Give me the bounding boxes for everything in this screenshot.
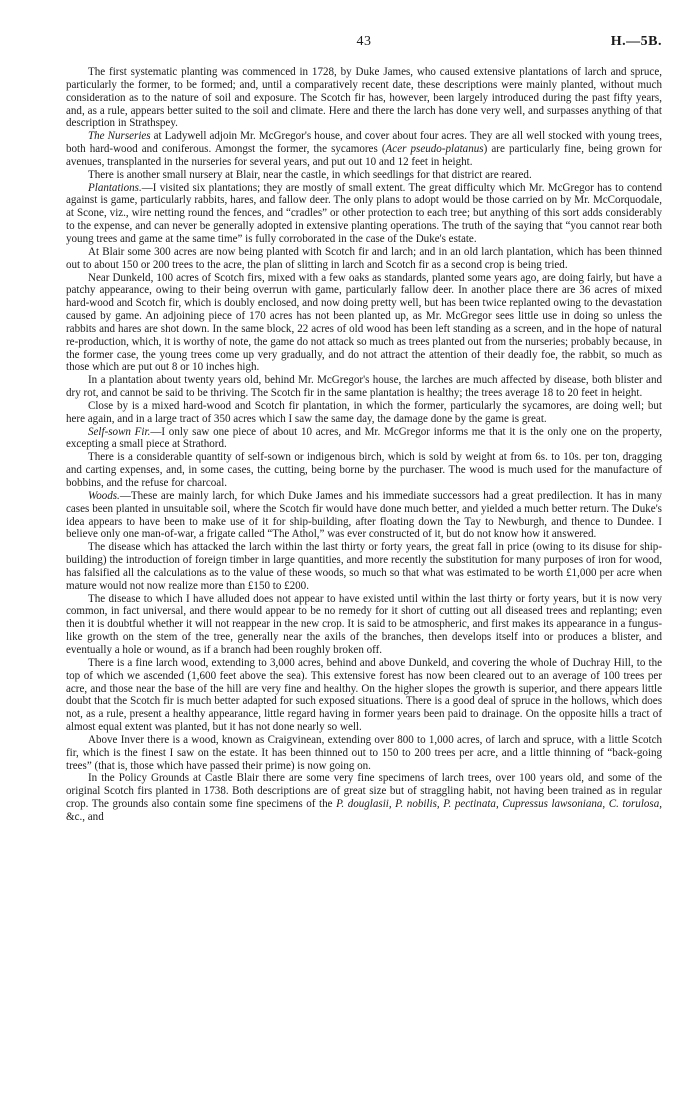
paragraph bbox=[66, 490, 662, 541]
paragraph bbox=[66, 593, 662, 657]
text-segment: —These are mainly larch, for which Duke James and his immediate successors had a great predilection. It has in many cases been planted in unsuitable soil, where the Scotch fir would have done much better, and yielded a much better return. The Duke's idea appears to have been to make use of it for ship-building, after floating down the Tay to Newburgh, and thence to Dundee. I believe only one man-of-war, a frigate called “The Athol,” was ever constructed of it, but do not know how it answered. bbox=[66, 489, 662, 541]
text-segment: At Blair some 300 acres are now being planted with Scotch fir and larch; and in an old larch plantation, which has been thinned out to about 150 or 200 trees to the acre, the plan of slitting in larch and Scotch fir as a second crop is being tried. bbox=[66, 245, 662, 271]
text-segment: Close by is a mixed hard-wood and Scotch fir plantation, in which the former, particularly the sycamores, are doing well; but here again, and in a large tract of 350 acres which I saw the same day, the damage done by the game is great. bbox=[66, 399, 662, 425]
paragraph bbox=[66, 734, 662, 773]
text-segment: &c., and bbox=[66, 810, 104, 823]
italic-text: The Nurseries bbox=[88, 130, 151, 143]
italic-text: P. douglasii, P. nobilis, P. pectinata, Cupressus lawsoniana, C. torulosa, bbox=[336, 798, 662, 811]
paragraph bbox=[66, 169, 662, 182]
text-segment: The first systematic planting was commenced in 1728, by Duke James, who caused extensive plantations of larch and spruce, particularly the former, to be formed; and, until a comparatively recent date, these descriptions were mainly planted, without much consideration as to the nature of soil and exposure. The Scotch fir has, however, been largely introduced during the past fifty years, and, as a rule, appears better suited to the soil and climate. Here and there the larch has done very well, and surpasses anything of that description in Strathspey. bbox=[66, 66, 662, 130]
paragraph bbox=[66, 182, 662, 246]
document-reference: H.—5B. bbox=[610, 34, 662, 49]
text-segment: —I visited six plantations; they are mostly of small extent. The great difficulty which Mr. McGregor has to contend against is game, particularly rabbits, hares, and fallow deer. The only plans to adopt would be those carried on by Mr. McCorquodale, at Scone, viz., wire netting round the fences, and “cradles” or other protection to each tree; but anything of this sort adds considerably to the expense, and can never be generally adopted in extensive planting operations. The truth of the saying that “you cannot rear both young trees and game at the same time” is fully corroborated in the case of the Duke's estate. bbox=[66, 181, 662, 245]
text-segment: In a plantation about twenty years old, behind Mr. McGregor's house, the larches are much affected by disease, both blister and dry rot, and cannot be said to be thriving. The Scotch fir in the same plantation is healthy; the trees average 18 to 20 feet in height. bbox=[66, 374, 662, 400]
paragraph bbox=[66, 772, 662, 823]
text-segment: —I only saw one piece of about 10 acres, and Mr. McGregor informs me that it is the only one on the property, excepting a small piece at Strathord. bbox=[66, 425, 663, 451]
text-segment: There is a fine larch wood, extending to 3,000 acres, behind and above Dunkeld, and covering the whole of Duchray Hill, to the top of which we ascended (1,600 feet above the sea). This extensive forest has now been cleared out to an average of 100 trees per acre, and those near the base of the hill are very fine and healthy. On the higher slopes the growth is superior, and there appears little doubt that the Scotch fir is much better adapted for such exposed situations. There is a good deal of spruce in the hollows, which does not, as a rule, present a healthy appearance, little regard having in former years been paid to drainage. On the opposite hills a tract of almost equal extent was planted, but it has not done nearly so well. bbox=[66, 656, 662, 734]
paragraph bbox=[66, 130, 662, 169]
paragraph bbox=[66, 426, 662, 452]
document-body bbox=[66, 66, 662, 824]
paragraph bbox=[66, 246, 662, 272]
page-header bbox=[66, 34, 662, 52]
italic-text: Acer pseudo-platanus bbox=[385, 143, 484, 156]
paragraph bbox=[66, 272, 662, 375]
text-segment: There is a considerable quantity of self-sown or indigenous birch, which is sold by weight at from 6s. to 10s. per ton, dragging and carting expenses, and, in some cases, the cutting, being borne by the purchaser. The wood is much used for the manufacture of bobbins, and the refuse for charcoal. bbox=[66, 451, 662, 489]
text-segment: The disease which has attacked the larch within the last thirty or forty years, the great fall in price (owing to its disuse for ship-building) the introduction of foreign timber in large quantities, and more recently the substitution for many purposes of iron for wood, has falsified all the calculations as to the value of these woods, so much so that what was estimated to be worth £1,000 per acre when mature would not now realize more than £150 to £200. bbox=[66, 541, 662, 592]
paragraph bbox=[66, 400, 662, 426]
paragraph bbox=[66, 374, 662, 400]
italic-text: Self-sown Fir. bbox=[88, 425, 151, 438]
paragraph bbox=[66, 657, 662, 734]
italic-text: Plantations. bbox=[88, 181, 142, 194]
italic-text: Woods. bbox=[88, 489, 120, 502]
page-number: 43 bbox=[356, 34, 372, 49]
paragraph bbox=[66, 541, 662, 592]
text-segment: The disease to which I have alluded does not appear to have existed until within the last thirty or forty years, but it is now very common, in fact universal, and there would appear to be no remedy for it short of cutting out all diseased trees and replanting; even then it is doubtful whether it will not reappear in the new crop. It is said to be atmospheric, and first makes its appearance in a fungus-like growth on the stem of the tree, generally near the axils of the branches, then develops itself into or produces a blister, and eventually a hole or wound, as if a branch had been roughly broken off. bbox=[66, 592, 662, 656]
text-segment: There is another small nursery at Blair, near the castle, in which seedlings for that district are reared. bbox=[88, 168, 532, 181]
text-segment: In the Policy Grounds at Castle Blair there are some very fine specimens of larch trees, over 100 years old, and some of the original Scotch firs planted in 1738. Both descriptions are of great size but of straggling habit, not having been trained as in regular crop. The grounds also contain some fine specimens of the bbox=[66, 772, 662, 811]
paragraph bbox=[66, 66, 662, 130]
text-segment: Near Dunkeld, 100 acres of Scotch firs, mixed with a few oaks as standards, planted some years ago, are doing fairly, but have a patchy appearance, owing to their being overrun with game, particularly fallow deer. In another place there are 36 acres of mixed hard-wood and Scotch fir, which is doubly enclosed, and now doing pretty well, but has been twice replanted owing to the devastation caused by game. An adjoining piece of 170 acres has not been planted up, as Mr. McGregor sees little use in doing so unless the rabbits and hares are shot down. In the same block, 22 acres of old wood has been left standing as a screen, and in the hope of natural re-production, which, it is worthy of note, the game do not attack so much as trees planted out from the nurseries; probably because, in the former case, the young trees come up very gradually, and do not attract the attention of their deadly foe, the rabbit, so much as those which are put out 8 or 10 inches high. bbox=[66, 271, 662, 374]
text-segment: ) are particularly fine, being grown for avenues, transplanted in the nurseries for several years, and put out 10 and 12 feet in height. bbox=[66, 143, 662, 168]
text-segment: at Ladywell adjoin Mr. McGregor's house, and cover about four acres. They are all well stocked with young trees, both hard-wood and coniferous. Amongst the former, the sycamores ( bbox=[66, 130, 662, 156]
text-segment: Above Inver there is a wood, known as Craigvinean, extending over 800 to 1,000 acres, of larch and spruce, with a little Scotch fir, which is the finest I saw on the estate. It has been thinned out to 150 to 200 trees per acre, and a little thinning of “back-going trees” (that is, those which have passed their prime) is now going on. bbox=[66, 733, 662, 772]
paragraph bbox=[66, 451, 662, 490]
